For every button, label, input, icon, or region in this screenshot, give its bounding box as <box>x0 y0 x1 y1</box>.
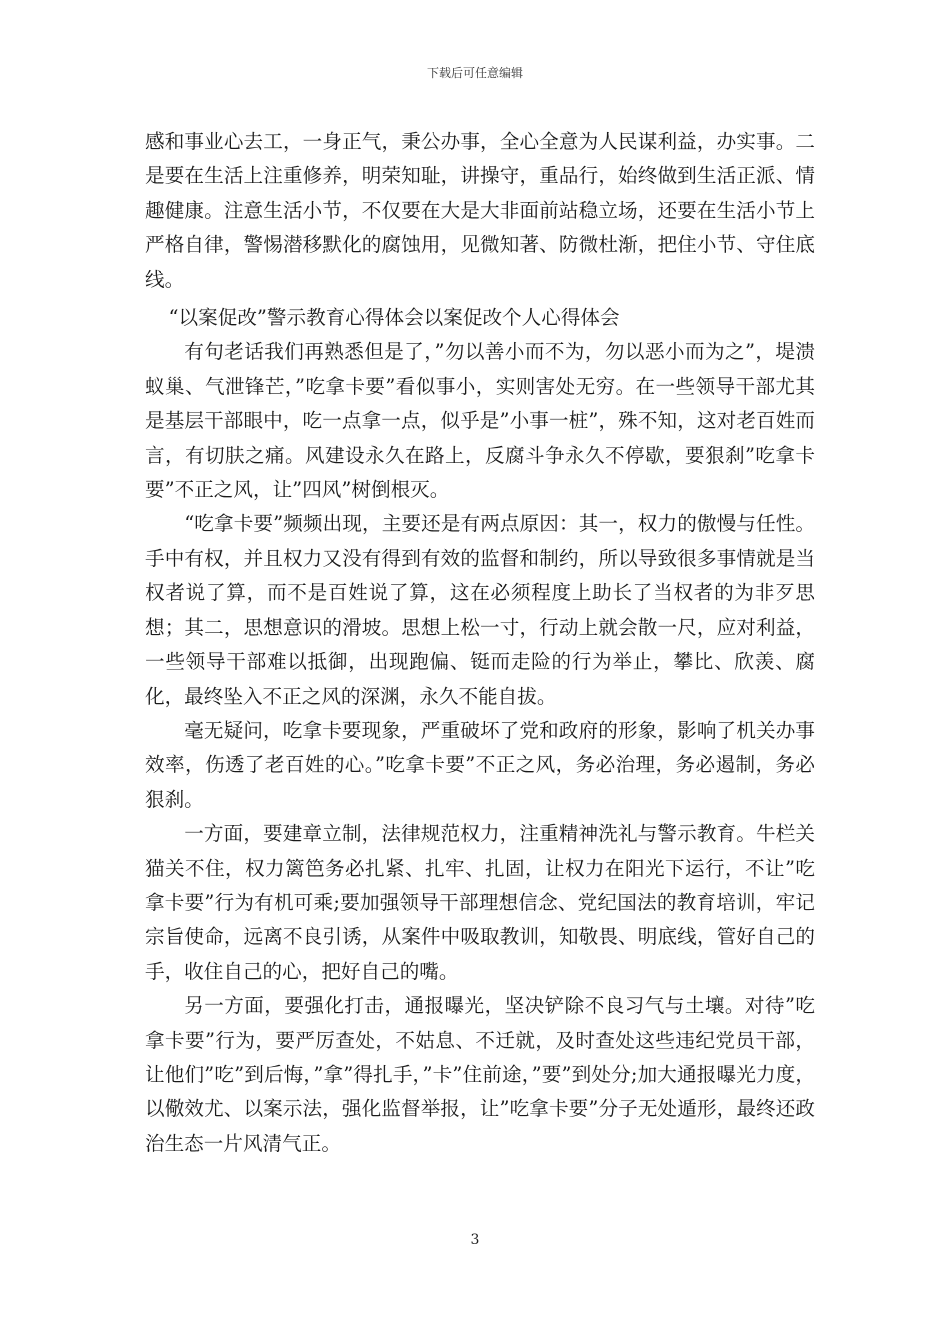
paragraph-continuation: 感和事业心去工，一身正气，秉公办事，全心全意为人民谋利益，办实事。二是要在生活上注重修养，明荣知耻，讲操守，重品行，始终做到生活正派、情趣健康。注意生活小节，不仅要在大是大非面前站稳立场，还要在生活小节上严格自律，警惕潜移默化的腐蚀用，见微知著、防微杜渐，把住小节、守住底线。 <box>145 130 815 291</box>
document-body <box>145 125 815 1161</box>
section-title: “以案促改”警示教育心得体会以案促改个人心得体会 <box>168 306 620 330</box>
page-header: 下载后可任意编辑 <box>426 66 523 80</box>
paragraph: “吃拿卡要”频频出现，主要还是有两点原因：其一，权力的傲慢与任性。手中有权，并且权力又没有得到有效的监督和制约，所以导致很多事情就是当权者说了算，而不是百姓说了算，这在必须程度上助长了当权者的为非歹思想；其二，思想意识的滑坡。思想上松一寸，行动上就会散一尺，应对利益，一些领导干部难以抵御，出现跑偏、铤而走险的行为举止，攀比、欣羡、腐化，最终坠入不正之风的深渊，永久不能自拔。 <box>145 512 815 708</box>
paragraph: 毫无疑问，吃拿卡要现象，严重破坏了党和政府的形象，影响了机关办事效率，伤透了老百姓的心。”吃拿卡要”不正之风，务必治理，务必遏制，务必狠刹。 <box>145 718 815 811</box>
page-number: 3 <box>470 1232 480 1248</box>
paragraph: 另一方面，要强化打击，通报曝光，坚决铲除不良习气与土壤。对待”吃拿卡要”行为，要严厉查处，不姑息、不迁就，及时查处这些违纪党员干部，让他们”吃”到后悔，”拿”得扎手，”卡”住前途，”要”到处分;加大通报曝光力度，以儆效尤、以案示法，强化监督举报，让”吃拿卡要”分子无处遁形，最终还政治生态一片风清气正。 <box>145 994 815 1155</box>
paragraph: 有句老话我们再熟悉但是了，”勿以善小而不为，勿以恶小而为之”，堤溃蚁巢、气泄锋芒，”吃拿卡要”看似事小，实则害处无穷。在一些领导干部尤其是基层干部眼中，吃一点拿一点，似乎是”小事一桩”，殊不知，这对老百姓而言，有切肤之痛。风建设永久在路上，反腐斗争永久不停歇，要狠刹”吃拿卡要”不正之风，让”四风”树倒根灭。 <box>145 340 815 502</box>
paragraph: 一方面，要建章立制，法律规范权力，注重精神洗礼与警示教育。牛栏关猫关不住，权力篱笆务必扎紧、扎牢、扎固，让权力在阳光下运行，不让”吃拿卡要”行为有机可乘;要加强领导干部理想信念、党纪国法的教育培训，牢记宗旨使命，远离不良引诱，从案件中吸取教训，知敬畏、明底线，管好自己的手，收住自己的心，把好自己的嘴。 <box>145 822 815 983</box>
